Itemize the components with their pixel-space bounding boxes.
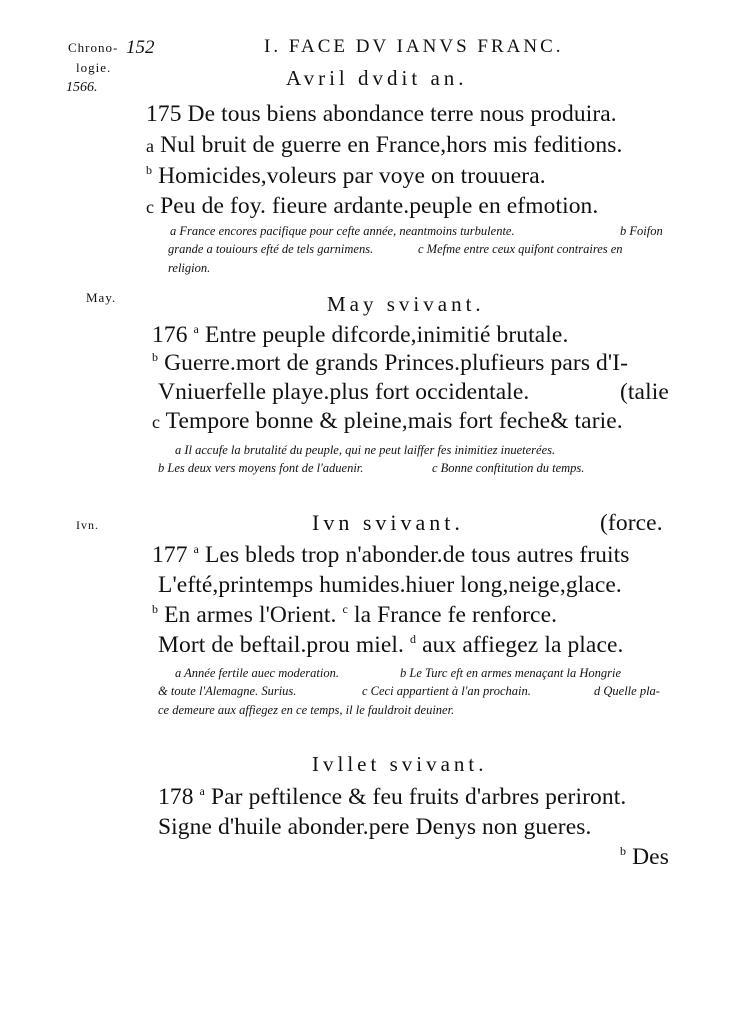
footnote: c Ceci appartient à l'an prochain. — [362, 684, 531, 698]
footnote: a France encores pacifique pour cefte année, neantmoins turbulente. — [170, 224, 515, 238]
verse-line: Homicides,voleurs par voye on trouuera. — [158, 163, 546, 189]
note-marker: b — [152, 350, 159, 365]
footnote: b Le Turc eft en armes menaçant la Hongrie — [400, 666, 622, 680]
footnote: a Année fertile auec moderation. — [175, 666, 339, 680]
margin-chronologie-line2: logie. — [76, 60, 112, 75]
verse-line-continuation: (talie — [620, 379, 669, 405]
footnote: b Foifon — [620, 224, 663, 238]
footnote: ce demeure aux affiegez en ce temps, il le fauldroit deuiner. — [158, 703, 455, 717]
verse-line: Vniuerfelle playe.plus fort occidentale. — [158, 379, 530, 405]
note-marker: a — [193, 322, 199, 337]
margin-year: 1566. — [66, 80, 98, 95]
note-marker: c — [146, 197, 155, 217]
verse-line: L'efté,printemps humides.hiuer long,neige,glace. — [158, 572, 622, 598]
note-marker: a — [199, 784, 205, 799]
verse-line-row — [152, 408, 623, 435]
verse-number: 177 — [152, 542, 188, 568]
verse-line-row — [152, 350, 628, 377]
verse-line-row — [152, 602, 557, 629]
verse-line: la France fe renforce. — [353, 602, 558, 628]
footnote: a Il accufe la brutalité du peuple, qui ne peut laiffer fes inimitiez inueterées. — [175, 443, 556, 457]
footnote: religion. — [168, 261, 211, 275]
margin-iun: Ivn. — [76, 518, 99, 532]
footnote: grande a touiours efté de tels garnimens. — [168, 242, 374, 256]
verse-line-row — [146, 193, 598, 220]
verse-line: Entre peuple difcorde,inimitié brutale. — [204, 322, 569, 348]
footnote: & toute l'Alemagne. Surius. — [158, 684, 297, 698]
section-heading-iullet: Ivllet svivant. — [312, 752, 488, 776]
footnote: c Mefme entre ceux quifont contraires en — [418, 242, 623, 256]
verse-line: Mort de beftail.prou miel. — [158, 632, 405, 658]
verse-line-row — [152, 322, 568, 349]
verse-line: aux affiegez la place. — [422, 632, 624, 658]
note-marker: c — [342, 602, 348, 617]
verse-number: 178 — [158, 784, 194, 810]
section-heading-iun: Ivn svivant. — [312, 510, 464, 535]
verse-number: 176 — [152, 322, 188, 348]
verse-line-row — [146, 163, 546, 190]
note-marker: a — [193, 542, 199, 557]
verse-line: Signe d'huile abonder.pere Denys non gueres. — [158, 814, 592, 840]
verse-number: 175 — [146, 101, 182, 127]
verse-line: Tempore bonne & pleine,mais fort feche& tarie. — [165, 408, 623, 434]
footnote: d Quelle pla- — [594, 684, 660, 698]
footnote: c Bonne conftitution du temps. — [432, 461, 585, 475]
margin-chronologie-line1: Chrono- — [68, 40, 119, 55]
verse-line: Nul bruit de guerre en France,hors mis feditions. — [160, 132, 623, 158]
verse-line: Les bleds trop n'abonder.de tous autres fruits — [204, 542, 630, 568]
section-heading-may: May svivant. — [327, 292, 485, 316]
note-marker: b — [152, 602, 159, 617]
verse-line-row — [146, 132, 622, 159]
note-marker: b — [620, 844, 627, 859]
verse-line: En armes l'Orient. — [164, 602, 337, 628]
note-marker: a — [146, 136, 155, 156]
catchword: Des — [632, 844, 669, 870]
verse-number-175 — [146, 101, 617, 128]
running-title: I. FACE DV IANVS FRANC. — [264, 36, 564, 57]
verse-line: Guerre.mort de grands Princes.plufieurs pars d'I- — [164, 350, 629, 376]
catchword: (force. — [600, 510, 663, 536]
verse-line-row — [152, 542, 630, 569]
section-heading-avril: Avril dvdit an. — [286, 66, 468, 90]
catchword-row — [620, 844, 669, 871]
note-marker: c — [152, 412, 161, 432]
verse-line: De tous biens abondance terre nous produira. — [187, 101, 617, 127]
verse-line: Peu de foy. fieure ardante.peuple en efmotion. — [160, 193, 599, 219]
margin-may: May. — [86, 290, 117, 305]
footnote: b Les deux vers moyens font de l'aduenir. — [158, 461, 364, 475]
page-number: 152 — [126, 37, 155, 58]
verse-line-row — [158, 784, 626, 811]
verse-line-row — [158, 632, 624, 659]
note-marker: d — [410, 632, 417, 647]
verse-line: Par peftilence & feu fruits d'arbres periront. — [210, 784, 627, 810]
note-marker: b — [146, 163, 153, 178]
